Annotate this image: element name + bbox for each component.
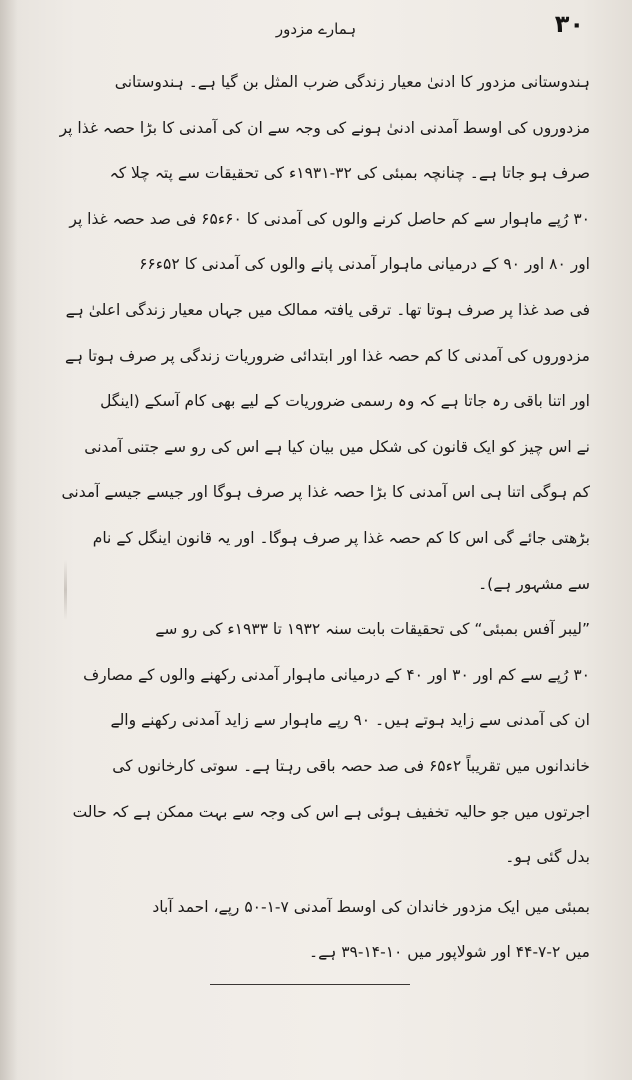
text-line-7: مزدوروں کی آمدنی کا کم حصہ غذا اور ابتدائی ضروریات زندگی پر صرف ہوتا ہے	[64, 346, 590, 365]
text-line-14: ۳۰ رُپے سے کم اور ۳۰ اور ۴۰ کے درمیانی ماہوار آمدنی رکھنے والوں کے مصارف	[83, 665, 590, 684]
text-line-9: نے اس چیز کو ایک قانون کی شکل میں بیان کیا ہے اس کی رو سے جتنی آمدنی	[84, 437, 590, 456]
page-header	[40, 10, 592, 50]
text-line-15: ان کی آمدنی سے زاید ہوتے ہیں۔ ۹۰ رپے ماہوار سے زاید آمدنی رکھنے والے	[110, 711, 590, 730]
text-line-20: میں ۲-۷-۴۴ اور شولاپور میں ۱۰-۱۴-۳۹ ہے۔	[309, 943, 590, 962]
text-line-12: سے مشہور ہے)۔	[478, 574, 590, 593]
text-line-8: اور اتنا باقی رہ جاتا ہے کہ وہ رسمی ضروریات کے لیے بھی کام آسکے (اینگل	[100, 392, 590, 411]
text-line-19: بمبئی میں ایک مزدور خاندان کی اوسط آمدنی ۷-۱-۵۰ رپے، احمد آباد	[152, 897, 590, 916]
running-head: ہمارے مزدور	[275, 20, 357, 38]
text-line-18: بدل گئی ہو۔	[505, 848, 590, 867]
page-gutter-shadow	[0, 0, 18, 1080]
page-number: ۳۰	[554, 10, 584, 38]
text-line-2: مزدوروں کی اوسط آمدنی ادنیٰ ہونے کی وجہ سے ان کی آمدنی کا بڑا حصہ غذا پر	[59, 118, 590, 137]
section-end-rule	[210, 984, 410, 985]
text-line-10: کم ہوگی اتنا ہی اس آمدنی کا بڑا حصہ غذا پر صرف ہوگا اور جیسے جیسے آمدنی	[61, 483, 590, 502]
text-line-3: صرف ہو جاتا ہے۔ چنانچہ بمبئی کی ۳۲-۱۹۳۱ء کی تحقیقات سے پتہ چلا کہ	[109, 164, 590, 183]
text-line-16: خاندانوں میں تقریباً ۲ء۶۵ فی صد حصہ باقی رہتا ہے۔ سوتی کارخانوں کی	[112, 756, 590, 775]
text-line-4: ۳۰ رُپے ماہوار سے کم حاصل کرنے والوں کی آمدنی کا ۶۰ء۶۵ فی صد حصہ غذا پر	[69, 209, 590, 228]
text-line-5: اور ۸۰ اور ۹۰ کے درمیانی ماہوار آمدنی پانے والوں کی آمدنی کا ۵۲ء۶۶	[139, 255, 590, 274]
body-text	[22, 60, 590, 976]
text-line-6: فی صد غذا پر صرف ہوتا تھا۔ ترقی یافتہ ممالک میں جہاں معیار زندگی اعلیٰ ہے	[65, 300, 590, 319]
text-line-13: ”لیبر آفس بمبئی“ کی تحقیقات بابت سنہ ۱۹۳۲ تا ۱۹۳۳ء کی رو سے	[155, 620, 590, 639]
text-line-11: بڑھتی جائے گی اس کا کم حصہ غذا پر صرف ہوگا۔ اور یہ قانون اینگل کے نام	[92, 528, 590, 547]
text-line-1: ہندوستانی مزدور کا ادنیٰ معیار زندگی ضرب المثل بن گیا ہے۔ ہندوستانی	[114, 73, 590, 91]
text-line-17: اجرتوں میں جو حالیہ تخفیف ہوئی ہے اس کی وجہ سے بہت ممکن ہے کہ حالت	[72, 802, 590, 821]
